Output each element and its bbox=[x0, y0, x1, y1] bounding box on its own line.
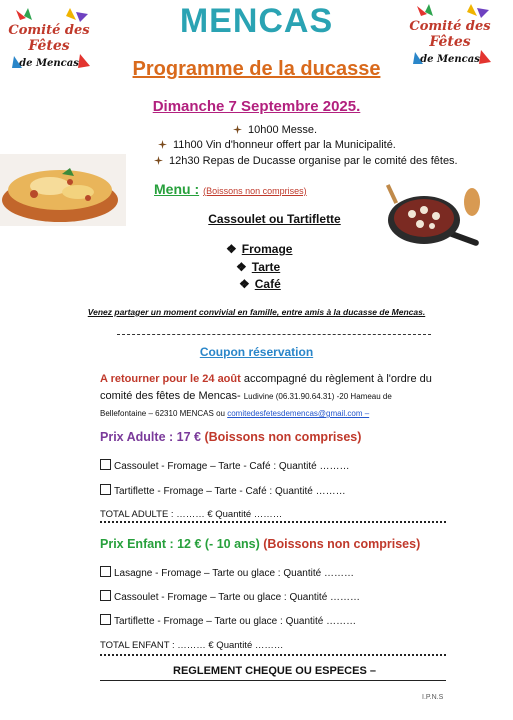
adult-option-label: Tartiflette - Fromage – Tarte - Café : Quantité ……… bbox=[114, 486, 346, 497]
return-instructions bbox=[100, 371, 450, 422]
menu-item bbox=[239, 277, 281, 291]
logo-text-3: de Mencas bbox=[19, 58, 79, 69]
page-title: MENCAS bbox=[179, 2, 334, 40]
logo-text-1: Comité des bbox=[8, 23, 90, 38]
payment-text: REGLEMENT CHEQUE OU ESPECES – bbox=[173, 665, 376, 677]
logo-text-3: de Mencas bbox=[420, 54, 480, 65]
return-line-2 bbox=[100, 388, 450, 405]
footer-ipns: I.P.N.S bbox=[422, 694, 444, 701]
checkbox[interactable] bbox=[100, 566, 111, 577]
program-text: 11h00 Vin d'honneur offert par la Municipalité. bbox=[173, 139, 396, 151]
child-option-label: Cassoulet - Fromage – Tarte ou glace : Quantité ……… bbox=[114, 592, 361, 603]
cassoulet-image bbox=[384, 180, 484, 254]
adult-total: TOTAL ADULTE : ……… € Quantité ……… bbox=[100, 509, 283, 520]
return-line-3 bbox=[100, 405, 450, 422]
program-item bbox=[233, 124, 317, 136]
child-option-label: Lasagne - Fromage – Tarte ou glace : Quantité ……… bbox=[114, 568, 354, 579]
signature-line bbox=[100, 680, 446, 681]
diamond-star-icon: ❖ bbox=[226, 242, 237, 256]
checkbox[interactable] bbox=[100, 484, 111, 495]
cut-line bbox=[117, 334, 431, 335]
invitation-text: Venez partager un moment convivial en famille, entre amis à la ducasse de Mencas. bbox=[87, 307, 426, 317]
adult-option[interactable] bbox=[100, 459, 349, 472]
menu-item bbox=[236, 260, 280, 274]
menu-note: (Boissons non comprises) bbox=[203, 186, 307, 196]
program-item bbox=[154, 155, 458, 167]
email-link[interactable]: comitedesfetesdemencas@gmail.com – bbox=[227, 409, 370, 418]
dotted-separator bbox=[100, 521, 446, 523]
child-option[interactable] bbox=[100, 566, 354, 579]
skillet-icon bbox=[384, 180, 484, 254]
arrow-bullet-icon bbox=[158, 140, 167, 149]
logo-text-2: Fêtes bbox=[429, 34, 471, 50]
diamond-star-icon: ❖ bbox=[236, 260, 247, 274]
checkbox[interactable] bbox=[100, 614, 111, 625]
address-text: Bellefontaine – 62310 MENCAS ou bbox=[100, 409, 228, 418]
child-price: Prix Enfant : 12 € (- 10 ans) bbox=[100, 537, 260, 551]
adult-price-heading bbox=[100, 430, 361, 444]
program-text: 10h00 Messe. bbox=[248, 124, 318, 136]
return-line-1 bbox=[100, 371, 450, 388]
menu-heading bbox=[154, 181, 307, 197]
logo-text-2: Fêtes bbox=[28, 38, 70, 54]
child-drinks-note: (Boissons non comprises) bbox=[263, 537, 421, 551]
return-deadline: A retourner pour le 24 août bbox=[100, 373, 241, 385]
page-subtitle bbox=[0, 58, 513, 81]
menu-item-label: Tarte bbox=[251, 260, 281, 274]
contact-text: Ludivine (06.31.90.64.31) -20 Hameau de bbox=[243, 392, 392, 401]
adult-option[interactable] bbox=[100, 484, 346, 497]
event-date-text: Dimanche 7 Septembre 2025. bbox=[152, 98, 361, 115]
menu-item-label: Fromage bbox=[241, 242, 293, 256]
menu-label: Menu : bbox=[154, 181, 200, 197]
checkbox[interactable] bbox=[100, 590, 111, 601]
checkbox[interactable] bbox=[100, 459, 111, 470]
return-text: accompagné du règlement à l'ordre du bbox=[240, 373, 432, 385]
adult-drinks-note: (Boissons non comprises) bbox=[204, 430, 362, 444]
program-text: 12h30 Repas de Ducasse organise par le comité des fêtes. bbox=[169, 155, 458, 167]
dotted-separator bbox=[100, 654, 446, 656]
adult-option-label: Cassoulet - Fromage – Tarte - Café : Quantité ……… bbox=[114, 461, 350, 472]
child-option-label: Tartiflette - Fromage – Tarte ou glace : Quantité ……… bbox=[114, 616, 357, 627]
arrow-bullet-icon bbox=[154, 156, 163, 165]
logo-text-1: Comité des bbox=[409, 19, 491, 34]
coupon-title: Coupon réservation bbox=[199, 345, 314, 359]
main-dish: Cassoulet ou Tartiflette bbox=[208, 212, 341, 226]
child-price-heading bbox=[100, 537, 420, 551]
committee-text: comité des fêtes de Mencas- bbox=[100, 390, 244, 402]
menu-item bbox=[226, 242, 292, 256]
child-total: TOTAL ENFANT : ……… € Quantité ……… bbox=[100, 640, 284, 651]
menu-item-label: Café bbox=[254, 277, 281, 291]
child-option[interactable] bbox=[100, 590, 360, 603]
subtitle-text: Programme de la ducasse bbox=[132, 58, 381, 80]
child-option[interactable] bbox=[100, 614, 356, 627]
event-date bbox=[0, 98, 513, 115]
diamond-star-icon: ❖ bbox=[239, 277, 250, 291]
program-item bbox=[158, 139, 396, 151]
adult-price: Prix Adulte : 17 € bbox=[100, 430, 201, 444]
arrow-bullet-icon bbox=[233, 125, 242, 134]
